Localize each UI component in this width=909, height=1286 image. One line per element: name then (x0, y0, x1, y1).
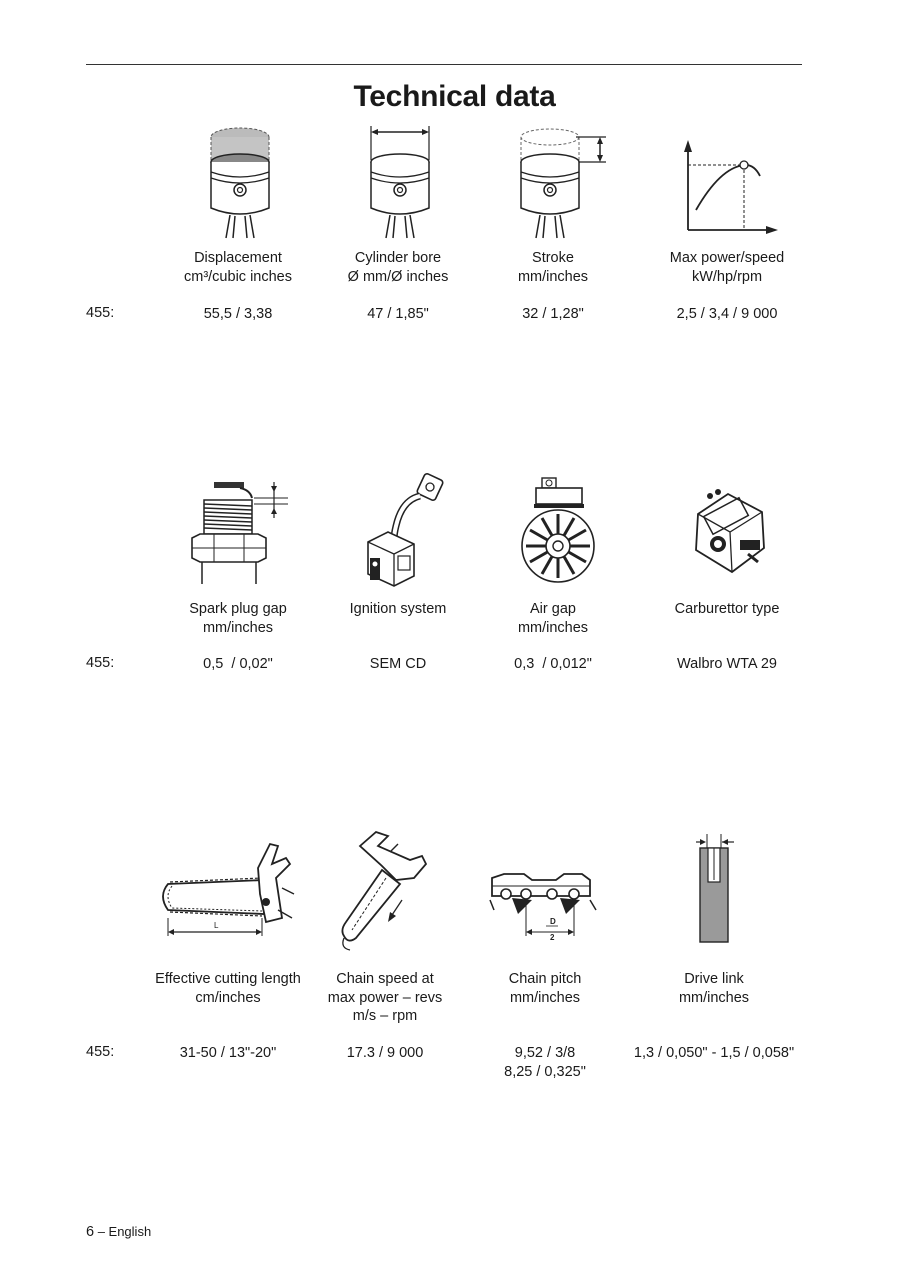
displacement-label: Displacement cm³/cubic inches (184, 250, 292, 285)
chain-pitch-value: 9,52 / 3/8 8,25 / 0,325" (504, 1045, 586, 1080)
spark-plug-gap-value: 0,5 / 0,02" (203, 656, 273, 672)
spark-plug-gap-label: Spark plug gap mm/inches (189, 601, 287, 636)
model-number: 455: (86, 1044, 115, 1060)
ignition-system-label: Ignition system (349, 601, 447, 617)
guide-bar-length-icon (154, 838, 296, 942)
footer-language: – English (94, 1224, 152, 1239)
chain-pitch-label: Chain pitch mm/inches (508, 971, 582, 1006)
cutting-length-value: 31-50 / 13"-20" (179, 1045, 277, 1061)
max-power-label: Max power/speed kW/hp/rpm (669, 250, 785, 285)
carburettor-type-value: Walbro WTA 29 (677, 656, 777, 672)
air-gap-label: Air gap mm/inches (517, 601, 589, 636)
stroke-value: 32 / 1,28" (522, 306, 584, 322)
pitch-letter: D (550, 917, 556, 926)
bar-length-letter: L (214, 921, 219, 930)
cylinder-bore-label: Cylinder bore Ø mm/Ø inches (347, 250, 449, 285)
stroke-label: Stroke mm/inches (517, 250, 589, 285)
drive-link-icon (692, 830, 738, 948)
air-gap-value: 0,3 / 0,012" (514, 656, 592, 672)
chain-speed-value: 17.3 / 9 000 (346, 1045, 424, 1061)
header-rule (86, 64, 802, 65)
chain-speed-icon (336, 826, 436, 956)
ignition-system-value: SEM CD (369, 656, 427, 672)
cutting-length-label: Effective cutting length cm/inches (155, 971, 301, 1006)
chain-speed-label: Chain speed at max power – revs m/s – rpm (327, 971, 443, 1024)
carburettor-icon (688, 488, 772, 580)
piston-displacement-icon (205, 120, 275, 240)
chain-pitch-icon (486, 866, 598, 946)
model-number: 455: (86, 305, 115, 321)
spark-plug-icon (188, 478, 298, 586)
ignition-coil-icon (358, 470, 450, 588)
displacement-value: 55,5 / 3,38 (203, 306, 273, 322)
drive-link-label: Drive link mm/inches (678, 971, 750, 1006)
carburettor-type-label: Carburettor type (674, 601, 780, 617)
page-footer (86, 1224, 151, 1240)
model-number: 455: (86, 655, 115, 671)
drive-link-value: 1,3 / 0,050" - 1,5 / 0,058" (633, 1045, 795, 1061)
cylinder-bore-icon (364, 120, 436, 240)
cylinder-bore-value: 47 / 1,85" (367, 306, 429, 322)
max-power-value: 2,5 / 3,4 / 9 000 (676, 306, 778, 322)
pitch-divisor: 2 (550, 933, 555, 942)
power-curve-icon (680, 138, 780, 238)
page-number: 6 (86, 1224, 95, 1240)
page-title: Technical data (353, 80, 556, 113)
stroke-icon (514, 120, 614, 240)
flywheel-air-gap-icon (520, 474, 600, 584)
